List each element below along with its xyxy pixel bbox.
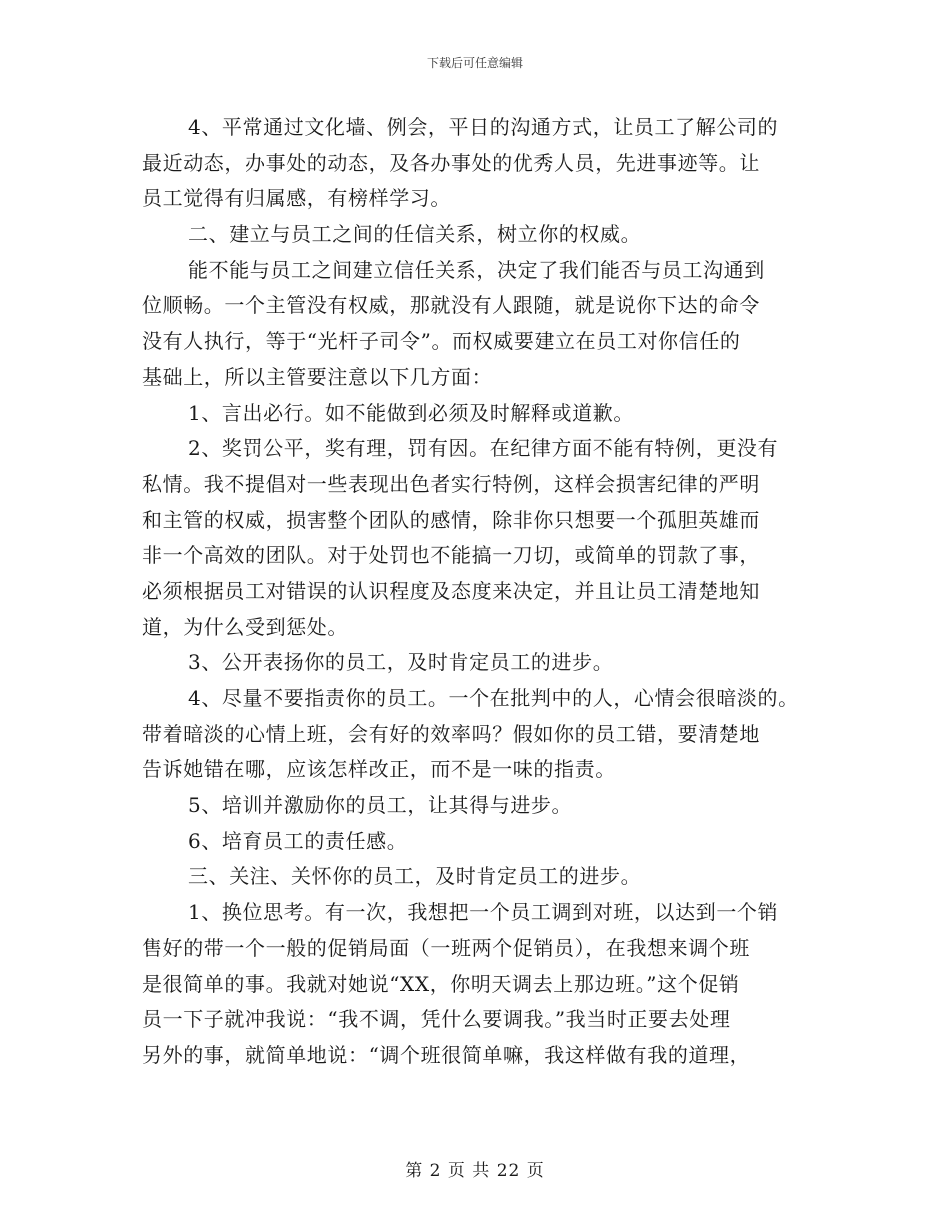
text-line: 3、公开表扬你的员工，及时肯定员工的进步。: [188, 650, 614, 675]
document-body: [142, 110, 832, 1074]
text-line: 能不能与员工之间建立信任关系，决定了我们能否与员工沟通到: [188, 257, 765, 282]
text-line: 6、培育员工的责任感。: [188, 828, 408, 853]
text-line: 二、建立与员工之间的任信关系，树立你的权威。: [188, 222, 642, 247]
text-line: 2、奖罚公平，奖有理，罚有因。在纪律方面不能有特例，更没有: [188, 436, 779, 461]
text-line: 位顺畅。一个主管没有权威，那就没有人跟随，就是说你下达的命令: [142, 293, 760, 318]
text-line: 售好的带一个一般的促销局面（一班两个促销员），在我想来调个班: [142, 935, 750, 960]
text-line: 非一个高效的团队。对于处罚也不能搞一刀切，或简单的罚款了事，: [142, 543, 760, 568]
text-line: 1、言出必行。如不能做到必须及时解释或道歉。: [188, 400, 634, 425]
page-footer: 第 2 页 共 22 页: [405, 1161, 545, 1181]
page-header: 下载后可任意编辑: [426, 56, 523, 70]
text-line: 没有人执行，等于“光杆子司令”。而权威要建立在员工对你信任的: [142, 329, 741, 354]
text-line: 是很简单的事。我就对她说“XX，你明天调去上那边班。”这个促销: [142, 971, 740, 996]
text-line: 员工觉得有归属感，有榜样学习。: [142, 186, 451, 211]
text-line: 三、关注、关怀你的员工，及时肯定员工的进步。: [188, 864, 642, 889]
text-line: 必须根据员工对错误的认识程度及态度来决定，并且让员工清楚地知: [142, 578, 760, 603]
text-line: 员一下子就冲我说：“我不调，凭什么要调我。”我当时正要去处理: [142, 1007, 731, 1032]
text-line: 4、尽量不要指责你的员工。一个在批判中的人，心情会很暗淡的。: [188, 686, 799, 710]
text-line: 告诉她错在哪，应该怎样改正，而不是一味的指责。: [142, 757, 616, 782]
text-line: 和主管的权威，损害整个团队的感情，除非你只想要一个孤胆英雄而: [142, 507, 760, 532]
text-line: 5、培训并激励你的员工，让其得与进步。: [188, 793, 573, 818]
text-line: 私情。我不提倡对一些表现出色者实行特例，这样会损害纪律的严明: [142, 471, 760, 496]
text-line: 最近动态，办事处的动态，及各办事处的优秀人员，先进事迹等。让: [142, 150, 760, 175]
text-line: 基础上，所以主管要注意以下几方面：: [142, 364, 493, 389]
text-line: 道，为什么受到惩处。: [142, 614, 348, 639]
text-line: 1、换位思考。有一次，我想把一个员工调到对班，以达到一个销: [188, 900, 779, 925]
text-line: 另外的事，就简单地说：“调个班很简单嘛，我这样做有我的道理，: [142, 1042, 751, 1067]
text-line: 4、平常通过文化墙、例会，平日的沟通方式，让员工了解公司的: [188, 115, 779, 139]
text-line: 带着暗淡的心情上班，会有好的效率吗？假如你的员工错，要清楚地: [142, 721, 760, 746]
